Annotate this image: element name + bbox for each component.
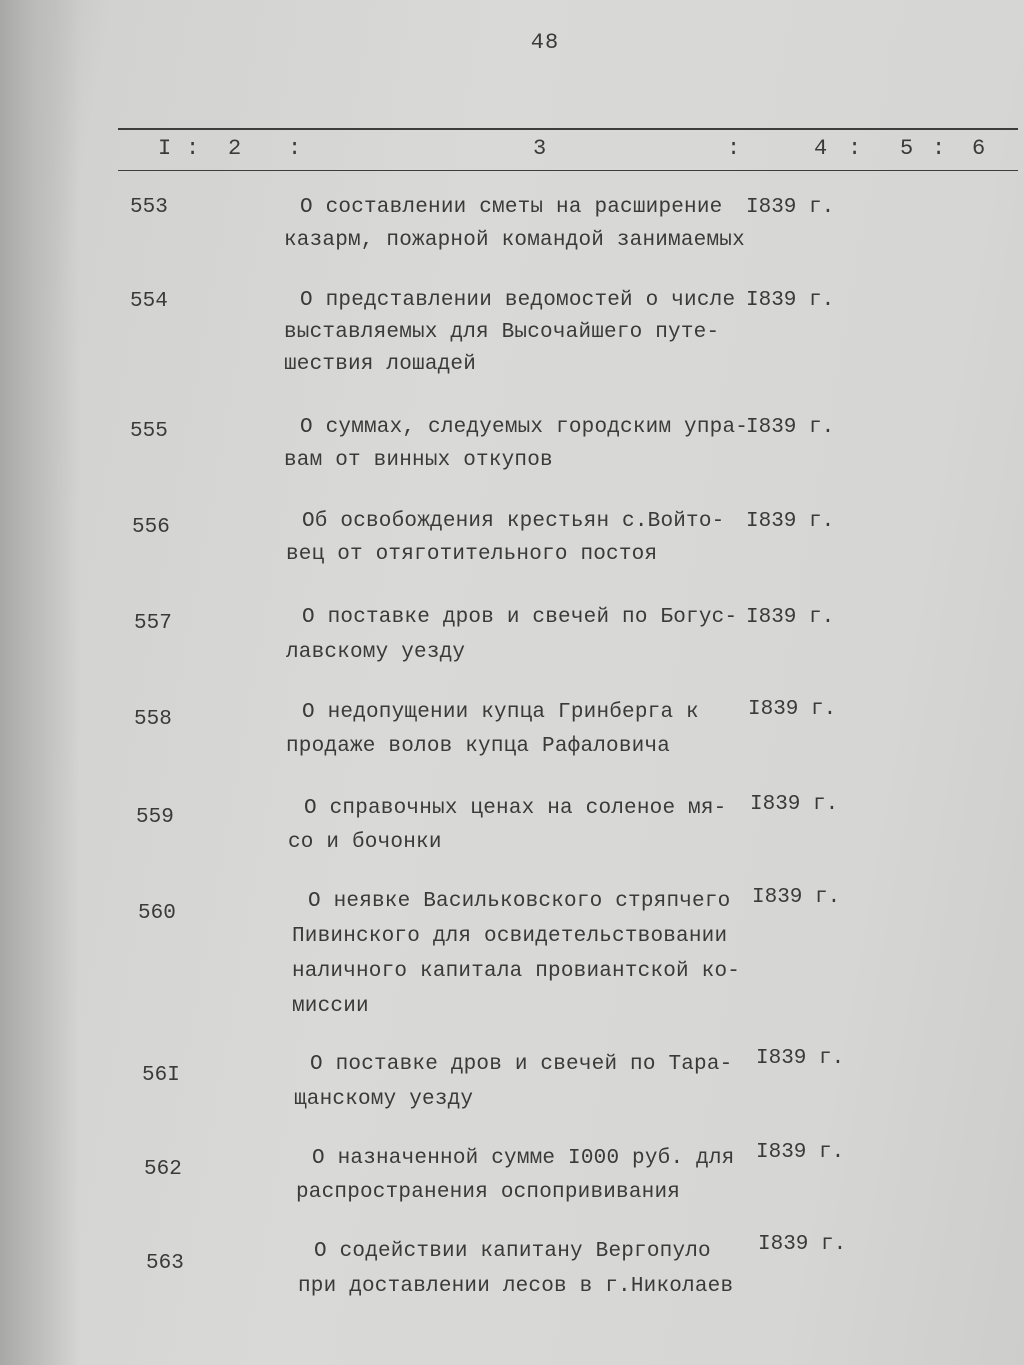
entry-year: I839 г. xyxy=(746,289,835,312)
header-sep-5: : xyxy=(932,136,946,161)
entry-title-line: лавскому уезду xyxy=(286,641,466,664)
entry-year: I839 г. xyxy=(746,196,835,219)
entry-title-line: О поставке дров и свечей по Богус- xyxy=(302,606,738,629)
entry-year: I839 г. xyxy=(748,698,837,721)
entry-title-line: вец от отяготительного постоя xyxy=(286,543,658,566)
entry-number: 563 xyxy=(146,1252,184,1275)
entry-title-line: шествия лошадей xyxy=(284,353,477,376)
entry-title-line: О недопущении купца Гринберга к xyxy=(302,701,699,724)
page-number: 48 xyxy=(530,30,560,55)
entry-year: I839 г. xyxy=(756,1141,845,1164)
entry-title-line: О поставке дров и свечей по Тара- xyxy=(310,1053,733,1076)
entry-title-line: продаже волов купца Рафаловича xyxy=(286,735,671,758)
entry-title-line: миссии xyxy=(292,995,369,1018)
header-col-5: 5 xyxy=(900,136,914,161)
entry-year: I839 г. xyxy=(746,416,835,439)
binding-shadow xyxy=(0,0,80,1365)
entry-year: I839 г. xyxy=(746,606,835,629)
entry-title-line: при доставлении лесов в г.Николаев xyxy=(298,1275,734,1298)
entry-title-line: со и бочонки xyxy=(288,831,442,854)
entry-number: 56I xyxy=(142,1064,180,1087)
entry-title-line: Об освобождения крестьян с.Войто- xyxy=(302,510,725,533)
header-col-3: 3 xyxy=(533,136,547,161)
entry-title-line: О содействии капитану Вергопуло xyxy=(314,1240,711,1263)
entry-title-line: щанскому уезду xyxy=(294,1088,474,1111)
entry-number: 553 xyxy=(130,196,168,219)
header-col-6: 6 xyxy=(972,136,986,161)
entry-year: I839 г. xyxy=(750,793,839,816)
entry-title-line: казарм, пожарной командой занимаемых xyxy=(284,229,745,252)
entry-title-line: О представлении ведомостей о числе xyxy=(300,289,736,312)
header-sep-4: : xyxy=(848,136,862,161)
header-col-2: 2 xyxy=(228,136,242,161)
entry-number: 562 xyxy=(144,1158,182,1181)
header-sep-1: : xyxy=(186,136,200,161)
entry-number: 556 xyxy=(132,516,170,539)
header-col-4: 4 xyxy=(814,136,828,161)
entry-title-line: выставляемых для Высочайшего путе- xyxy=(284,321,720,344)
entry-number: 554 xyxy=(130,290,168,313)
header-sep-3: : xyxy=(727,136,741,161)
entry-number: 555 xyxy=(130,420,168,443)
entry-title-line: О составлении сметы на расширение xyxy=(300,196,723,219)
entry-title-line: распространения оспопрививания xyxy=(296,1181,681,1204)
entry-title-line: наличного капитала провиантской ко- xyxy=(292,960,741,983)
entry-title-line: О суммах, следуемых городским упра- xyxy=(300,416,749,439)
entry-title-line: О назначенной сумме I000 руб. для xyxy=(312,1147,735,1170)
entry-number: 559 xyxy=(136,806,174,829)
entry-number: 558 xyxy=(134,708,172,731)
entry-year: I839 г. xyxy=(758,1233,847,1256)
entry-year: I839 г. xyxy=(746,510,835,533)
entry-number: 560 xyxy=(138,902,176,925)
entry-title-line: вам от винных откупов xyxy=(284,449,553,472)
entry-title-line: О неявке Васильковского стряпчего xyxy=(308,890,731,913)
header-col-1: I xyxy=(158,136,172,161)
header-sep-2: : xyxy=(288,136,302,161)
entry-number: 557 xyxy=(134,612,172,635)
entry-title-line: О справочных ценах на соленое мя- xyxy=(304,797,727,820)
entry-title-line: Пивинского для освидетельствовании xyxy=(292,925,728,948)
header-top-rule xyxy=(118,128,1018,130)
header-bottom-rule xyxy=(118,170,1018,171)
entry-year: I839 г. xyxy=(756,1047,845,1070)
entry-year: I839 г. xyxy=(752,886,841,909)
